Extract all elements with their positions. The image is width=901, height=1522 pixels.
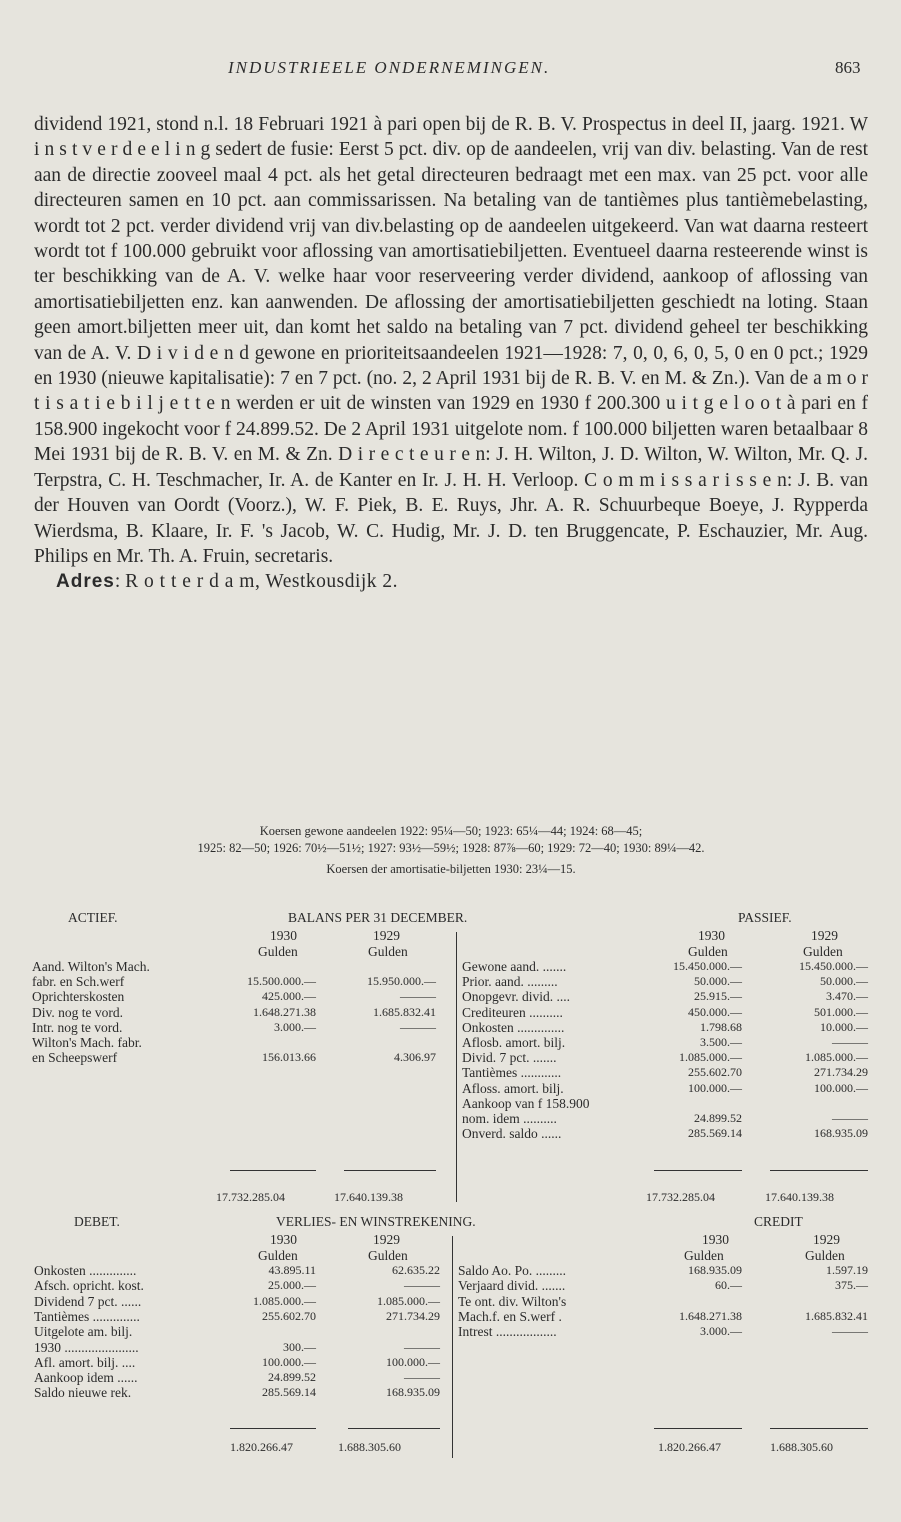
unit-gulden: Gulden — [684, 1248, 724, 1263]
value-1930: 1.798.68 — [700, 1019, 742, 1034]
value-1930: 15.500.000.— — [247, 974, 316, 989]
row-label: Te ont. div. Wilton's — [458, 1293, 567, 1309]
row-label: Divid. 7 pct. ....... — [462, 1050, 557, 1066]
value-1930: 1.648.271.38 — [679, 1308, 742, 1323]
unit-gulden: Gulden — [805, 1248, 845, 1263]
row-label: Dividend 7 pct. ...... — [34, 1293, 142, 1309]
value-1930: 25.915.— — [694, 989, 742, 1004]
value-1930: 100.000.— — [262, 1354, 316, 1369]
page-number: 863 — [835, 58, 861, 77]
row-label: 1930 ...................... — [34, 1339, 139, 1355]
address-colon: : — [114, 571, 126, 593]
value-1930: 425.000.— — [262, 989, 316, 1004]
row-label: nom. idem .......... — [462, 1111, 557, 1126]
address-line — [34, 569, 868, 594]
value-1929: 168.935.09 — [386, 1385, 440, 1400]
row-label: Prior. aand. ......... — [462, 974, 558, 990]
value-1930: 3.000.— — [700, 1324, 742, 1339]
balance-title: BALANS PER 31 DECEMBER. — [288, 910, 468, 925]
value-1930: 1.648.271.38 — [253, 1004, 316, 1019]
column-divider — [452, 1236, 453, 1458]
profit-loss-account — [30, 1214, 870, 1474]
value-1929: 271.734.29 — [386, 1308, 440, 1323]
year-1929: 1929 — [813, 1232, 840, 1247]
unit-gulden: Gulden — [258, 944, 298, 959]
value-1929: 1.597.19 — [826, 1263, 868, 1277]
sum-rule — [230, 1170, 316, 1171]
row-label: Aankoop van f 158.900 — [462, 1095, 590, 1111]
value-1929: 15.950.000.— — [367, 974, 436, 989]
value-1929: 4.306.97 — [394, 1050, 436, 1065]
row-label: Aand. Wilton's Mach. — [32, 959, 150, 974]
value-1929: 501.000.— — [814, 1004, 868, 1019]
row-label: Oprichterskosten — [32, 989, 125, 1005]
sum-rule — [654, 1428, 742, 1429]
sum-rule — [770, 1428, 868, 1429]
row-label: en Scheepswerf — [32, 1050, 118, 1066]
actief-label: ACTIEF. — [68, 910, 118, 925]
koersen-amort-line: Koersen der amortisatie-biljetten 1930: 23¼—15. — [326, 862, 576, 876]
unit-gulden: Gulden — [803, 944, 843, 959]
sum-rule — [348, 1428, 440, 1429]
value-1929: 15.450.000.— — [799, 959, 868, 973]
total-debet-1930: 1.820.266.47 — [230, 1440, 293, 1454]
value-1929: 271.734.29 — [814, 1065, 868, 1080]
value-1930: 60.— — [715, 1278, 742, 1293]
row-label: Tantièmes ............ — [462, 1065, 562, 1081]
value-1929: 50.000.— — [820, 974, 868, 989]
total-actief-1930: 17.732.285.04 — [216, 1190, 285, 1204]
row-label: Div. nog te vord. — [32, 1004, 123, 1020]
value-1929: 168.935.09 — [814, 1126, 868, 1141]
unit-gulden: Gulden — [258, 1248, 298, 1263]
value-1930: 285.569.14 — [262, 1385, 316, 1400]
value-1930: 24.899.52 — [268, 1370, 316, 1385]
company-description — [34, 112, 868, 595]
value-1929: ——— — [400, 1019, 436, 1034]
value-1930: 3.000.— — [274, 1019, 316, 1034]
year-1930: 1930 — [702, 1232, 729, 1247]
value-1929: 3.470.— — [826, 989, 868, 1004]
unit-gulden: Gulden — [368, 944, 408, 959]
year-1929: 1929 — [373, 1232, 400, 1247]
total-debet-1929: 1.688.305.60 — [338, 1440, 401, 1454]
address-value: R o t t e r d a m, Westkousdijk 2. — [125, 571, 399, 593]
row-label: fabr. en Sch.werf — [32, 974, 125, 990]
unit-gulden: Gulden — [688, 944, 728, 959]
value-1929: 1.685.832.41 — [805, 1308, 868, 1323]
year-1929: 1929 — [373, 928, 400, 943]
row-label: Onverd. saldo ...... — [462, 1126, 562, 1142]
row-label: Intr. nog te vord. — [32, 1019, 123, 1035]
row-label: Afl. amort. bilj. .... — [34, 1354, 136, 1370]
sum-rule — [770, 1170, 868, 1171]
body-paragraph: dividend 1921, stond n.l. 18 Februari 1921 à pari open bij de R. B. V. Prospectus in deel II, jaarg. 1921. W i n s t v e r d e e l i n g sedert de fusie: Eerst 5 pct. div. op de aandeelen, vrij van div. belasting. Van de rest aan de directie zooveel maal 4 pct. als het getal directeuren bedraagt met een max. van 25 pct. voor alle directeuren samen en 10 pct. aan commissarissen. Na betaling van de tantièmes plus tantièmebelasting, wordt tot 2 pct. verder dividend vrij van div.belasting op de aandeelen uitgekeerd. Van wat daarna resteert wordt tot f 100.000 gebruikt voor aflossing van amortisatiebiljetten. Eventueel daarna resteerende winst is ter beschikking van de A. V. welke haar voor reserveering verder dividend, aankoop of aflossing van amortisatiebiljetten enz. kan aanwenden. De aflossing der amortisatiebiljetten geschiedt na loting. Staan geen amort.biljetten meer uit, dan komt het saldo na betaling van 7 pct. dividend geheel ter beschikking van de A. V. D i v i d e n d gewone en prioriteitsaandeelen 1921—1928: 7, 0, 0, 6, 0, 5, 0 en 0 pct.; 1929 en 1930 (nieuwe kapitalisatie): 7 en 7 pct. (no. 2, 2 April 1931 bij de R. B. V. en M. & Zn.). Van de a m o r t i s a t i e b i l j e t t e n werden er uit de winsten van 1929 en 1930 f 200.300 u i t g e l o o t à pari en f 158.900 ingekocht voor f 24.899.52. De 2 April 1931 uitgelote nom. f 100.000 biljetten waren betaalbaar 8 Mei 1931 bij de R. B. V. en M. & Zn. D i r e c t e u r e n: J. H. Wilton, J. D. Wilton, W. Wilton, Mr. Q. J. Terpstra, C. H. Teschmacher, Ir. A. de Kanter en Ir. J. H. H. Verloop. C o m m i s s a r i s s e n: J. B. van der Houven van Oordt (Voorz.), W. F. Piek, B. E. Ruys, Jhr. A. R. Schuurbeque Boeye, J. Rypperda Wierdsma, B. Klaare, Ir. F. 's Jacob, W. C. Hudig, Mr. J. D. ten Bruggencate, P. Eschauzier, Mr. Aug. Philips en Mr. Th. A. Fruin, secretaris. — [34, 114, 868, 567]
debet-label: DEBET. — [74, 1214, 120, 1229]
header-title: INDUSTRIEELE ONDERNEMINGEN. — [228, 58, 551, 77]
row-label: Afloss. amort. bilj. — [462, 1080, 564, 1096]
value-1930: 100.000.— — [688, 1080, 742, 1095]
total-passief-1930: 17.732.285.04 — [646, 1190, 715, 1204]
row-label: Verjaard divid. ....... — [458, 1278, 566, 1294]
value-1929: 10.000.— — [820, 1019, 868, 1034]
address-label: Adres — [56, 571, 115, 593]
value-1930: 1.085.000.— — [679, 1050, 742, 1065]
value-1930: 156.013.66 — [262, 1050, 316, 1065]
row-label: Crediteuren .......... — [462, 1004, 563, 1020]
passief-label: PASSIEF. — [738, 910, 792, 925]
value-1930: 24.899.52 — [694, 1111, 742, 1125]
value-1929: 1.085.000.— — [805, 1050, 868, 1065]
row-label: Gewone aand. ....... — [462, 959, 567, 974]
balance-sheet — [30, 910, 870, 1210]
value-1930: 255.602.70 — [688, 1065, 742, 1080]
value-1929: ——— — [404, 1339, 440, 1354]
row-label: Uitgelote am. bilj. — [34, 1324, 133, 1340]
row-label: Aflosb. amort. bilj. — [462, 1035, 566, 1050]
sum-rule — [230, 1428, 316, 1429]
value-1930: 43.895.11 — [268, 1263, 316, 1277]
value-1930: 1.085.000.— — [253, 1293, 316, 1308]
value-1930: 300.— — [283, 1339, 316, 1354]
sum-rule — [654, 1170, 742, 1171]
row-label: Saldo Ao. Po. ......... — [458, 1263, 567, 1278]
year-1929: 1929 — [811, 928, 838, 943]
row-label: Onopgevr. divid. .... — [462, 989, 570, 1005]
unit-gulden: Gulden — [368, 1248, 408, 1263]
value-1930: 255.602.70 — [262, 1308, 316, 1323]
total-credit-1929: 1.688.305.60 — [770, 1440, 833, 1454]
total-passief-1929: 17.640.139.38 — [765, 1190, 834, 1204]
year-1930: 1930 — [270, 1232, 297, 1247]
value-1929: ——— — [832, 1324, 868, 1339]
value-1930: 25.000.— — [268, 1278, 316, 1293]
row-label: Wilton's Mach. fabr. — [32, 1035, 142, 1050]
koersen-line: Koersen gewone aandeelen 1922: 95¼—50; 1923: 65¼—44; 1924: 68—45; — [259, 824, 643, 838]
value-1929: ——— — [400, 989, 436, 1004]
value-1929: ——— — [832, 1111, 868, 1125]
credit-label: CREDIT — [754, 1214, 803, 1229]
row-label: Afsch. opricht. kost. — [34, 1278, 144, 1294]
row-label: Mach.f. en S.werf . — [458, 1308, 562, 1324]
koersen-block — [34, 823, 868, 878]
value-1929: 1.685.832.41 — [373, 1004, 436, 1019]
value-1929: ——— — [832, 1035, 868, 1049]
row-label: Tantièmes .............. — [34, 1308, 140, 1324]
value-1930: 450.000.— — [688, 1004, 742, 1019]
year-1930: 1930 — [270, 928, 297, 943]
value-1929: ——— — [404, 1278, 440, 1293]
row-label: Onkosten .............. — [34, 1263, 137, 1278]
koersen-line: 1925: 82—50; 1926: 70½—51½; 1927: 93½—59½; 1928: 87⅞—60; 1929: 72—40; 1930: 89¼—42. — [197, 841, 705, 855]
sum-rule — [344, 1170, 436, 1171]
value-1929: 100.000.— — [386, 1354, 440, 1369]
total-actief-1929: 17.640.139.38 — [334, 1190, 403, 1204]
row-label: Intrest .................. — [458, 1324, 557, 1340]
value-1930: 15.450.000.— — [673, 959, 742, 973]
value-1930: 50.000.— — [694, 974, 742, 989]
value-1929: ——— — [404, 1370, 440, 1385]
profit-loss-title: VERLIES- EN WINSTREKENING. — [276, 1214, 476, 1229]
value-1930: 3.500.— — [700, 1035, 742, 1049]
total-credit-1930: 1.820.266.47 — [658, 1440, 721, 1454]
row-label: Saldo nieuwe rek. — [34, 1385, 132, 1401]
value-1929: 1.085.000.— — [377, 1293, 440, 1308]
row-label: Aankoop idem ...... — [34, 1370, 138, 1386]
value-1929: 62.635.22 — [392, 1263, 440, 1277]
value-1930: 285.569.14 — [688, 1126, 742, 1141]
value-1929: 375.— — [835, 1278, 868, 1293]
year-1930: 1930 — [698, 928, 725, 943]
value-1930: 168.935.09 — [688, 1263, 742, 1277]
value-1929: 100.000.— — [814, 1080, 868, 1095]
row-label: Onkosten .............. — [462, 1019, 565, 1035]
column-divider — [456, 932, 457, 1202]
